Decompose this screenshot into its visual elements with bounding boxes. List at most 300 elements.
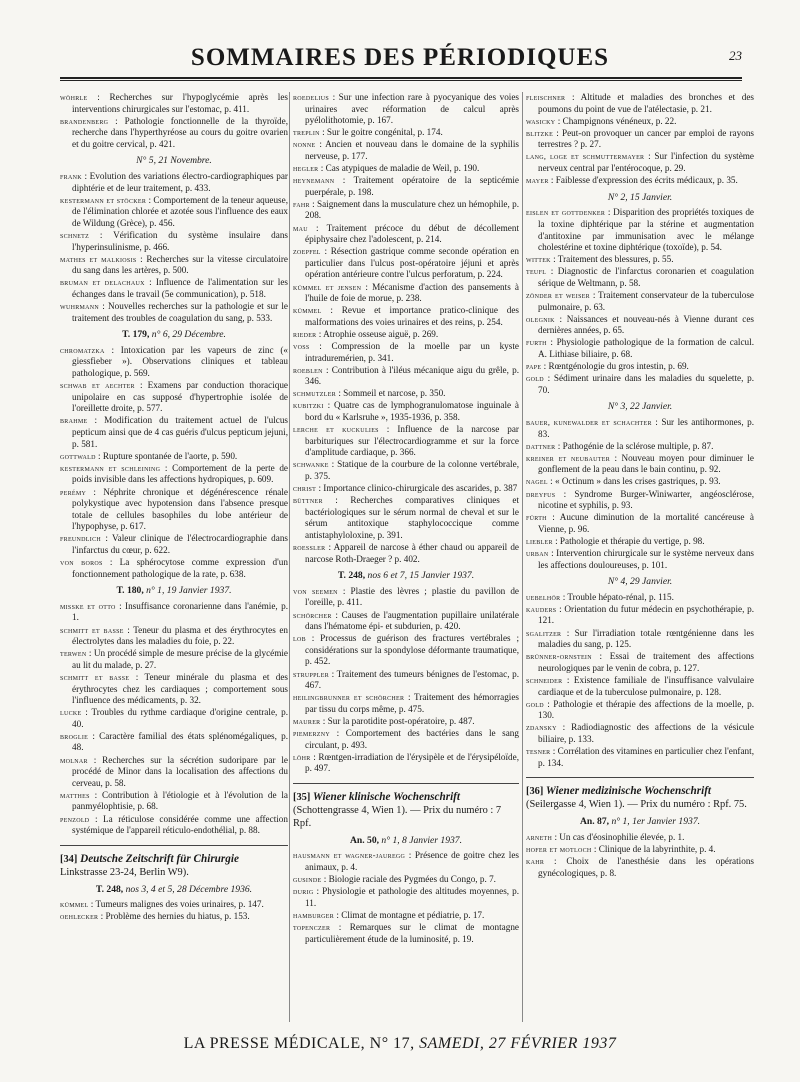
article-entry: [526, 254, 754, 266]
article-author: schmitt et basse: [60, 625, 124, 635]
article-author: lob: [293, 634, 306, 644]
article-entry: [293, 400, 519, 423]
article-entry: [526, 489, 754, 512]
article-author: urban: [526, 548, 549, 558]
article-entry: [60, 463, 288, 486]
article-entry: [526, 746, 754, 769]
article-entry: [293, 610, 519, 633]
article-author: blitzke: [526, 128, 554, 138]
issue-heading: [526, 401, 754, 413]
article-entry: [60, 672, 288, 707]
article-title: : Saignement dans la musculature chez un hémophile, p. 208.: [305, 198, 519, 221]
article-author: struppler: [293, 669, 330, 679]
article-entry: [293, 692, 519, 715]
article-title: : Plastie des lèvres ; plastie du pavillon de l'oreille, p. 411.: [305, 585, 520, 608]
article-entry: [60, 195, 288, 230]
article-entry: [526, 175, 754, 187]
article-author: kestermann et stöcker: [60, 195, 147, 205]
issue-volume: T. 248,: [337, 570, 366, 582]
article-author: schnetz: [60, 231, 90, 241]
article-author: chromatzka: [60, 345, 105, 355]
article-author: teufl: [526, 267, 547, 277]
article-title: : Recherches sur la sécrétion sudoripare par le procédé de Minor dans la localisation des affections du cerveau, p. 58.: [72, 754, 288, 788]
article-entry: [526, 207, 754, 253]
article-entry: [293, 365, 519, 388]
article-title: : Teneur du plasma et des érythrocytes en électrolytes dans les maladies du foie, p. 22.: [72, 624, 288, 647]
article-entry: [60, 451, 288, 463]
article-entry: [60, 625, 288, 648]
header-rule: [60, 77, 742, 79]
article-title: : Un cas d'éosinophilie élevée, p. 1.: [552, 831, 685, 842]
article-author: uebelhör: [526, 592, 561, 602]
article-author: nonne: [293, 140, 316, 150]
page-footer: [0, 1035, 800, 1053]
article-author: kubitzki: [293, 401, 324, 411]
article-author: wuhrmann: [60, 302, 100, 312]
article-author: fürth: [526, 513, 547, 523]
article-entry: [60, 755, 288, 790]
article-author: gold: [526, 374, 544, 384]
column-divider: [289, 92, 290, 1022]
article-entry: [293, 495, 519, 541]
article-entry: [293, 139, 519, 162]
journal-heading: [60, 853, 288, 879]
article-entry: [60, 557, 288, 580]
article-title: : Recherches sur la vitesse circulatoire du sang dans les artères, p. 500.: [72, 253, 289, 276]
article-title: : Un procédé simple de mesure précise de la glycémie au lit du malade, p. 27.: [72, 648, 288, 670]
article-author: freundlich: [60, 534, 102, 544]
article-title: : Insuffisance coronarienne dans l'anémie, p. 1.: [72, 600, 288, 623]
article-entry: [526, 128, 754, 151]
issue-date: N° 2, 15 Janvier.: [607, 191, 673, 203]
issue-date: N° 4, 29 Janvier.: [607, 576, 673, 588]
article-entry: [526, 844, 754, 856]
article-author: von boros: [60, 558, 103, 568]
article-author: oehlecker: [60, 912, 99, 922]
article-entry: [526, 628, 754, 651]
article-author: mau: [293, 223, 308, 233]
article-title: : Physiologie pathologique de la formation de calcul. A. Lithiase biliaire, p. 68.: [538, 337, 754, 359]
article-title: : Recherches sur l'hypoglycémie après les interventions chirurgicales sur l'estomac, p. 411.: [72, 92, 288, 114]
article-author: mayer: [526, 176, 549, 186]
article-title: : Compression de la moelle par un kyste intraduremérien, p. 341.: [305, 340, 519, 363]
article-author: christ: [293, 484, 317, 494]
article-entry: [293, 246, 519, 281]
article-title: : Physiologie et pathologie des altitudes moyennes, p. 11.: [305, 886, 519, 908]
article-author: nagel: [526, 477, 548, 487]
article-title: : Orientation du futur médecin en psychothérapie, p. 121.: [538, 603, 754, 626]
article-entry: [293, 850, 519, 873]
article-title: : Essai de traitement des affections neurologiques par le venin de cobra, p. 127.: [538, 651, 754, 673]
footer-publication: LA PRESSE MÉDICALE, N° 17,: [183, 1035, 420, 1052]
article-title: : Revue et importance pratico-clinique des malformations des voies urinaires et des reins, p. 254.: [305, 305, 519, 327]
article-title: : Recherches comparatives cliniques et bactériologiques sur le sérum normal de cheval et sur le sérum antitoxique staphylococcique comme antistaphyloloxine, p. 391.: [305, 495, 519, 540]
article-author: zoepfel: [293, 247, 321, 257]
article-entry: [526, 651, 754, 674]
article-title: : La réticulose considérée comme une affection systémique de l'appareil réticulo-endothélial, p. 88.: [72, 813, 288, 836]
article-title: : Sur une infection rare à pyocyanique des voies urinaires avec réformation de calcul après pyélolithotomie, p. 167.: [305, 92, 519, 126]
journal-number: [36]: [526, 786, 544, 798]
article-title: : Traitement précoce du début de décollement épiphysaire chez l'adolescent, p. 214.: [305, 222, 519, 245]
article-title: : Trouble hépato-rénal, p. 115.: [560, 591, 674, 602]
article-author: wasicky: [526, 116, 556, 126]
article-entry: [60, 601, 288, 624]
article-title: : Importance clinico-chirurgicale des ascarides, p. 387: [316, 483, 518, 494]
article-entry: [293, 910, 519, 922]
article-title: : Pathologie fonctionnelle de la thyroïde, recherche dans l'hyperthyréose au cours du goitre ovarien et du goitre cervical, p. 421.: [72, 115, 288, 149]
article-title: : Vérification du système insulaire dans l'hyperinsulinisme, p. 466.: [72, 230, 288, 252]
article-title: : Altitude et maladies des bronches et des poumons du point de vue de l'atélectasie, p. 21.: [538, 92, 754, 114]
article-title: : Quatre cas de lymphogranulomatose inguinale à bord du « Karlsruhe », 1935-1936, p. 358.: [305, 400, 519, 423]
article-title: : Traitement des blessures, p. 55.: [550, 254, 674, 265]
article-title: : Intoxication par les vapeurs de zinc (« giessfieber »). Observations cliniques et tableau pathologique, p. 569.: [72, 344, 288, 379]
journal-address: (Seilergasse 4, Wien 1). — Prix du numéro : Rpf. 75.: [526, 799, 747, 811]
article-entry: [526, 441, 754, 453]
article-entry: [60, 790, 288, 813]
article-entry: [526, 476, 754, 488]
journal-number: [34]: [60, 853, 78, 865]
page-title: SOMMAIRES DES PÉRIODIQUES: [190, 44, 610, 71]
article-title: : Radiodiagnostic des affections de la vésicule biliaire, p. 133.: [538, 722, 754, 744]
article-title: : Caractère familial des états splénomégaliques, p. 48.: [72, 730, 288, 753]
article-title: : Clinique de la labyrinthite, p. 4.: [591, 843, 716, 854]
article-title: : Comportement de la perte de poids invisible dans les affections hydropiques, p. 609.: [72, 462, 288, 485]
article-entry: [293, 459, 519, 482]
section-separator: [293, 783, 519, 784]
article-entry: [293, 752, 519, 775]
issue-heading: [526, 192, 754, 204]
article-entry: [293, 633, 519, 668]
article-author: lucke: [60, 708, 82, 718]
article-title: : Tumeurs malignes des voies urinaires, p. 147.: [88, 899, 264, 910]
article-entry: [60, 731, 288, 754]
article-entry: [293, 341, 519, 364]
article-author: kauders: [526, 604, 557, 614]
article-entry: [60, 648, 288, 671]
article-entry: [526, 536, 754, 548]
article-title: : Rœntgénologie du gros intestin, p. 69.: [541, 361, 689, 372]
column-right: [526, 92, 754, 880]
article-entry: [526, 314, 754, 337]
article-title: : Atrophie osseuse aiguë, p. 269.: [316, 328, 439, 339]
article-author: schmutzler: [293, 389, 337, 399]
issue-volume: T. 248,: [95, 883, 124, 895]
article-entry: [293, 199, 519, 222]
article-entry: [60, 533, 288, 556]
issue-date: n° 1, 1er Janvier 1937.: [609, 816, 701, 828]
article-title: : Naissances et nouveau-nés à Vienne durant ces dernières années, p. 65.: [538, 313, 754, 336]
article-author: furth: [526, 338, 547, 348]
article-entry: [293, 483, 519, 495]
article-title: : Traitement opératoire de la septicémie puerpérale, p. 198.: [305, 175, 519, 197]
article-title: : Contribution à l'iléus mécanique aigu du grêle, p. 346.: [305, 364, 519, 387]
article-entry: [526, 832, 754, 844]
article-entry: [526, 290, 754, 313]
article-entry: [526, 548, 754, 571]
article-entry: [293, 586, 519, 609]
article-entry: [526, 116, 754, 128]
article-title: : Peut-on provoquer un cancer par emploi de rayons terrestres ? p. 27.: [538, 127, 754, 150]
article-author: perémy: [60, 487, 87, 497]
article-author: roedelius: [293, 93, 330, 102]
article-author: hegler: [293, 164, 319, 174]
article-entry: [526, 361, 754, 373]
article-author: schwab et aechter: [60, 381, 135, 391]
article-title: : Sédiment urinaire dans les maladies du squelette, p. 70.: [538, 373, 754, 395]
article-entry: [293, 388, 519, 400]
article-title: : Ancien et nouveau dans le domaine de la syphilis nerveuse, p. 177.: [305, 139, 519, 161]
article-title: : Examens par conduction thoracique unipolaire en cas supposé d'hypertrophie isolée de l'oreillette droite, p. 577.: [72, 380, 288, 414]
article-title: : Présence de goitre chez les animaux, p. 4.: [305, 850, 519, 873]
article-entry: [60, 707, 288, 730]
article-entry: [293, 163, 519, 175]
article-entry: [60, 487, 288, 533]
article-author: wittek: [526, 255, 551, 265]
issue-date: N° 5, 21 Novembre.: [136, 155, 212, 167]
article-title: : Rœntgen-irradiation de l'érysipèle et de l'érysipéloïde, p. 497.: [305, 751, 519, 774]
article-author: brandenberg: [60, 116, 109, 126]
article-title: : Contribution à l'étiologie et à l'évolution de la panmyélophtisie, p. 68.: [72, 789, 288, 812]
article-author: roessler: [293, 543, 326, 553]
article-author: löhr: [293, 752, 311, 762]
article-entry: [293, 669, 519, 692]
journal-title: Deutsche Zeitschrift für Chirurgie: [77, 852, 239, 865]
article-entry: [293, 728, 519, 751]
article-entry: [293, 127, 519, 139]
article-entry: [293, 175, 519, 198]
article-author: piemerzny: [293, 728, 331, 738]
article-author: hausmann et wagner-jauregg: [293, 851, 406, 861]
article-entry: [526, 675, 754, 698]
article-entry: [60, 814, 288, 837]
article-title: : Rupture spontanée de l'aorte, p. 590.: [95, 450, 238, 461]
journal-address: Linkstrasse 23-24, Berlin W9).: [60, 866, 189, 878]
article-title: : Faiblesse d'expression des écrits médicaux, p. 35.: [548, 175, 738, 186]
issue-heading: [293, 570, 519, 582]
article-entry: [293, 886, 519, 909]
journal-heading: [526, 785, 754, 811]
article-title: : Sur l'infection du système nerveux central par l'entérocoque, p. 29.: [538, 151, 754, 174]
section-separator: [526, 777, 754, 778]
issue-heading: [526, 576, 754, 588]
article-title: : Résection gastrique comme seconde opération en particulier dans l'ulcus post-opératoire jéjuni et après opération antérieure contre l'ulcus perforatum, p. 224.: [305, 246, 519, 280]
journal-title: Wiener medizinische Wochenschrift: [543, 785, 712, 798]
article-author: misske et otto: [60, 601, 116, 611]
article-entry: [526, 417, 754, 440]
article-author: brünner-ornstein: [526, 652, 592, 662]
article-author: hofer et motloch: [526, 844, 592, 854]
article-author: schneider: [526, 675, 563, 685]
article-author: treplin: [293, 128, 320, 138]
issue-date: nos 6 et 7, 15 Janvier 1937.: [365, 570, 475, 582]
issue-heading: [60, 585, 288, 597]
article-entry: [526, 512, 754, 535]
article-entry: [60, 911, 288, 923]
article-author: gusinde: [293, 875, 322, 885]
article-author: kümmel: [293, 306, 322, 316]
article-author: mathes et malkiosis: [60, 254, 137, 264]
article-title: : Mécanisme d'action des pansements à l'huile de foie de morue, p. 238.: [305, 281, 519, 304]
article-author: maurer: [293, 716, 321, 726]
article-author: lerche et kuckulies: [293, 425, 379, 435]
article-title: : Teneur minérale du plasma et des érythrocytes chez les cardiaques ; comportement sous l'influence des médicaments, p. 32.: [72, 671, 288, 706]
article-entry: [293, 282, 519, 305]
article-author: kümmel et jensen: [293, 282, 362, 292]
article-author: frank: [60, 172, 82, 182]
article-title: : Problème des hernies du hiatus, p. 153.: [98, 911, 250, 922]
article-author: kümmel: [60, 900, 89, 910]
article-author: kreiner et neubauter: [526, 453, 611, 463]
article-author: von seemen: [293, 586, 338, 596]
issue-heading: [60, 155, 288, 167]
article-title: : Corrélation des vitamines en particulier chez l'enfant, p. 134.: [538, 745, 754, 768]
article-entry: [293, 329, 519, 341]
article-author: matthes: [60, 790, 90, 800]
article-author: büttner: [293, 496, 323, 506]
article-title: : Troubles du rythme cardiaque d'origine centrale, p. 40.: [72, 707, 288, 729]
article-title: : Aucune diminution de la mortalité cancéreuse à Vienne, p. 96.: [538, 512, 754, 534]
issue-heading: [60, 884, 288, 896]
article-author: liebler: [526, 536, 553, 546]
article-entry: [60, 116, 288, 151]
issue-volume: T. 179,: [122, 329, 150, 341]
article-author: bauer, kunewalder et schachter: [526, 417, 652, 427]
issue-date: nos 3, 4 et 5, 28 Décembre 1936.: [123, 883, 253, 895]
article-author: tesner: [526, 746, 551, 756]
journal-title: Wiener klinische Wochenschrift: [310, 790, 461, 803]
article-title: : Climat de montagne et pédiatrie, p. 17.: [334, 909, 485, 920]
article-entry: [526, 856, 754, 879]
article-entry: [60, 277, 288, 300]
article-entry: [293, 542, 519, 565]
article-entry: [60, 301, 288, 324]
article-entry: [526, 151, 754, 174]
article-title: : Influence de la narcose par barbituriques sur l'électrocardiogramme et sur la force d'amplitude cardiaque, p. 366.: [305, 424, 519, 458]
article-author: molnar: [60, 755, 88, 765]
article-author: hamburger: [293, 910, 335, 920]
article-entry: [293, 874, 519, 886]
article-title: : Traitement des hémorragies par tissu du corps même, p. 475.: [305, 692, 519, 714]
issue-date: n° 1, 19 Janvier 1937.: [143, 585, 232, 597]
article-entry: [293, 922, 519, 945]
article-author: gold: [526, 699, 544, 709]
article-entry: [293, 92, 519, 127]
article-author: voss: [293, 341, 310, 351]
article-entry: [60, 345, 288, 380]
article-author: penzold: [60, 814, 90, 824]
article-author: schmitt et basse: [60, 672, 130, 682]
article-title: : Pathologie et thérapie du vertige, p. 98.: [552, 535, 705, 546]
issue-volume: T. 180,: [116, 585, 144, 597]
article-title: : Choix de l'anesthésie dans les opérations gynécologiques, p. 8.: [538, 855, 754, 878]
issue-heading: [60, 329, 288, 341]
article-author: zönder et weiser: [526, 291, 590, 300]
journal-address: (Schottengrasse 4, Wien 1). — Prix du numéro : 7 Rpf.: [293, 804, 502, 829]
issue-date: n° 1, 8 Janvier 1937.: [379, 834, 463, 846]
article-entry: [60, 230, 288, 253]
article-title: : « Octinum » dans les crises gastriques, p. 93.: [547, 476, 721, 487]
article-title: : Appareil de narcose à éther chaud ou appareil de narcose Roth-Draeger ? p. 402.: [305, 542, 519, 564]
article-title: : Sur le goitre congénital, p. 174.: [319, 127, 443, 138]
article-author: kestermann et schleining: [60, 463, 161, 473]
article-title: : Traitement conservateur de la tuberculose pulmonaire, p. 63.: [538, 290, 754, 312]
article-author: arneth: [526, 832, 553, 842]
article-entry: [60, 254, 288, 277]
article-author: bruman et delachaux: [60, 278, 145, 288]
issue-volume: An. 50,: [349, 834, 380, 846]
article-author: kahr: [526, 856, 545, 866]
article-author: schörcher: [293, 610, 332, 620]
article-title: : Disparition des propriétés toxiques de la toxine diphtérique par la stérine et augmentation d'antitoxine par immunisation avec le mélange cholestérine et toxine diphtérique (toxoïde), p. 54.: [538, 207, 754, 253]
article-entry: [293, 424, 519, 459]
page-number: 23: [729, 48, 742, 63]
article-title: : Sommeil et narcose, p. 350.: [336, 388, 446, 399]
issue-date: n° 6, 29 Décembre.: [149, 329, 226, 341]
article-title: : Traitement des tumeurs bénignes de l'estomac, p. 467.: [305, 668, 519, 691]
article-entry: [293, 223, 519, 246]
article-title: : Evolution des variations électro-cardiographiques par diphtérie et de leur traitement, p. 433.: [72, 171, 288, 193]
article-title: : Valeur clinique de l'électrocardiographie dans l'infarctus du cœur, p. 622.: [72, 533, 288, 555]
column-middle: [293, 92, 519, 946]
article-author: schwanke: [293, 460, 329, 470]
article-author: terwen: [60, 649, 87, 659]
issue-heading: [526, 816, 754, 828]
column-left: [60, 92, 288, 924]
journal-heading: [293, 791, 519, 830]
article-author: fahr: [293, 199, 310, 209]
article-title: : Cas atypiques de maladie de Weil, p. 190.: [318, 163, 480, 174]
article-title: : Syndrome Burger-Winiwarter, angéosclérose, nicotine et syphilis, p. 93.: [538, 488, 754, 511]
article-title: : Processus de guérison des fractures vertébrales ; considérations sur la spondylose déformante traumatique, p. 452.: [305, 633, 519, 667]
article-title: : Biologie raciale des Pygmées du Congo, p. 7.: [321, 874, 496, 885]
article-author: brahme: [60, 416, 88, 426]
article-author: dattner: [526, 441, 556, 451]
article-author: zdansky: [526, 723, 557, 733]
article-title: : Pathologie et thérapie des affections de la moelle, p. 130.: [538, 698, 754, 721]
article-title: : Comportement de la teneur aqueuse, de l'élimination chlorée et azotée sous l'influence des eaux de Wildung (Grèce), p. 456.: [72, 194, 288, 228]
article-author: topenczer: [293, 923, 331, 932]
article-entry: [60, 92, 288, 115]
article-author: heilingbrunner et schörcher: [293, 693, 405, 703]
article-title: : Pathogénie de la sclérose multiple, p. 87.: [555, 440, 714, 451]
article-title: : Champignons vénéneux, p. 22.: [555, 115, 677, 126]
article-title: : Sur les antihormones, p. 83.: [538, 416, 754, 439]
footer-date: SAMEDI, 27 FÉVRIER 1937: [419, 1035, 617, 1052]
article-author: gottwald: [60, 451, 96, 461]
article-title: : Modification du traitement actuel de l'ulcus pepticum ainsi que de 4 cas guéris d'ulcus pepticum jejuni, p. 581.: [72, 415, 288, 449]
article-entry: [526, 592, 754, 604]
article-entry: [60, 899, 288, 911]
article-entry: [526, 337, 754, 360]
article-entry: [526, 699, 754, 722]
article-title: : Nouveau moyen pour diminuer le gonflement de la peau dans le bain continu, p. 92.: [538, 452, 754, 475]
article-title: : Intervention chirurgicale sur le système nerveux dans les affections douloureuses, p. 101.: [538, 547, 754, 570]
article-title: : Diagnostic de l'infarctus coronarien et coagulation sérique de Weltmann, p. 58.: [538, 266, 754, 288]
article-author: durig: [293, 887, 314, 897]
article-author: lang, loge et schmuttermayer: [526, 152, 645, 162]
article-title: : Sur l'irradiation totale rœntgénienne dans les maladies du sang, p. 125.: [538, 627, 754, 650]
article-author: olegnik: [526, 314, 555, 324]
article-author: fleischner: [526, 93, 566, 102]
issue-date: N° 3, 22 Janvier.: [607, 401, 673, 413]
issue-heading: [293, 835, 519, 847]
article-author: broglie: [60, 731, 89, 741]
header-rule-thin: [60, 80, 742, 81]
article-entry: [526, 604, 754, 627]
article-title: : Influence de l'alimentation sur les échanges dans le travail (5e communication), p. 518.: [72, 277, 288, 299]
article-entry: [293, 305, 519, 328]
article-entry: [526, 453, 754, 476]
